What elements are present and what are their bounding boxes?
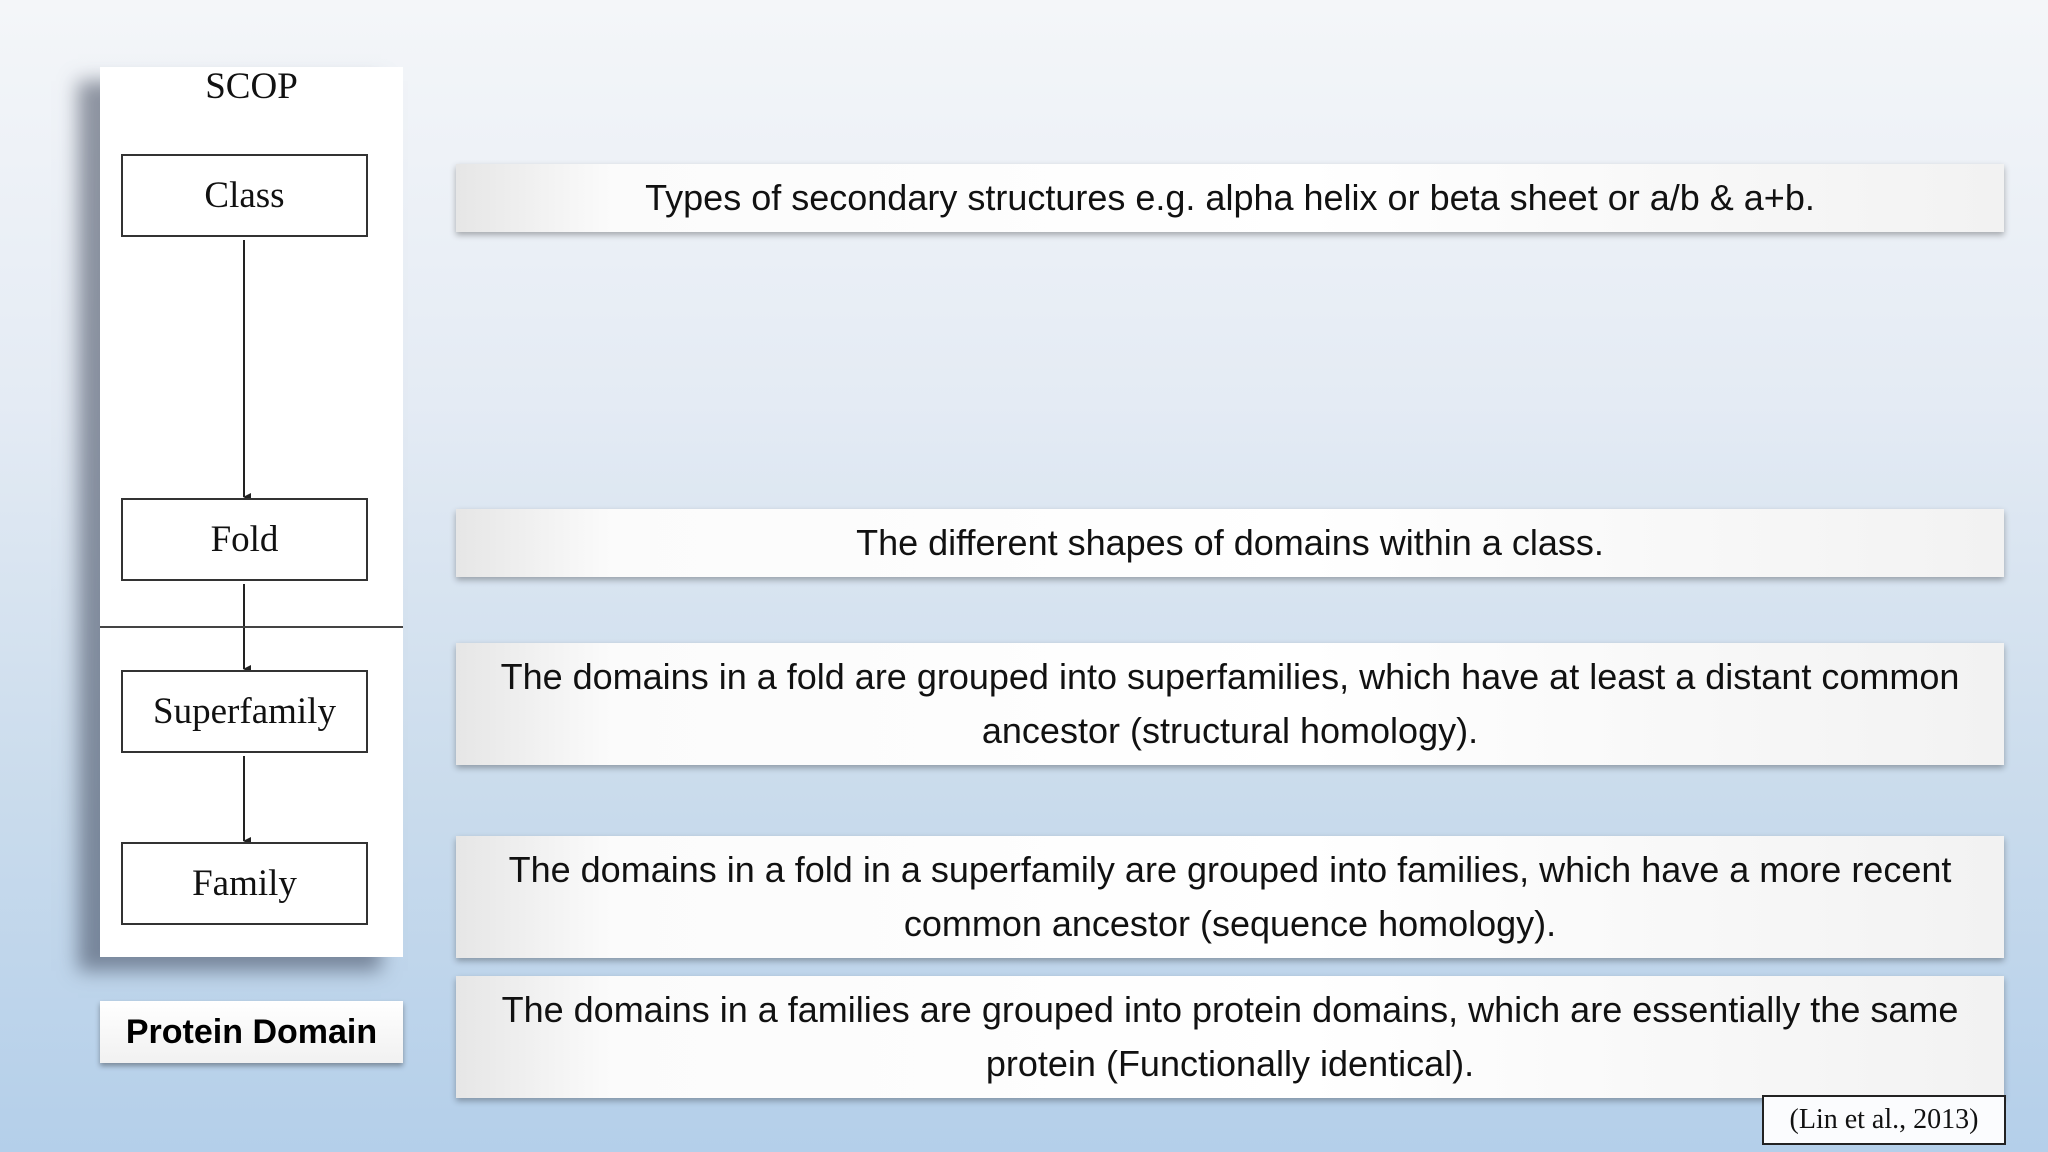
level-class-box: Class bbox=[121, 154, 368, 237]
level-fold-box: Fold bbox=[121, 498, 368, 581]
protein-domain-label: Protein Domain bbox=[100, 1001, 403, 1063]
domain-divider-line bbox=[100, 626, 403, 628]
description-protein-domain: The domains in a families are grouped into protein domains, which are essentially the same protein (Functionally identical). bbox=[456, 976, 2004, 1098]
level-family-box: Family bbox=[121, 842, 368, 925]
description-superfamily: The domains in a fold are grouped into superfamilies, which have at least a distant common ancestor (structural homology). bbox=[456, 643, 2004, 765]
description-family: The domains in a fold in a superfamily are grouped into families, which have a more recent common ancestor (sequence homology). bbox=[456, 836, 2004, 958]
level-superfamily-box: Superfamily bbox=[121, 670, 368, 753]
citation: (Lin et al., 2013) bbox=[1762, 1095, 2006, 1145]
scop-title: SCOP bbox=[205, 66, 298, 107]
scop-hierarchy-panel bbox=[100, 67, 403, 957]
description-class: Types of secondary structures e.g. alpha helix or beta sheet or a/b & a+b. bbox=[456, 164, 2004, 232]
description-fold: The different shapes of domains within a class. bbox=[456, 509, 2004, 577]
